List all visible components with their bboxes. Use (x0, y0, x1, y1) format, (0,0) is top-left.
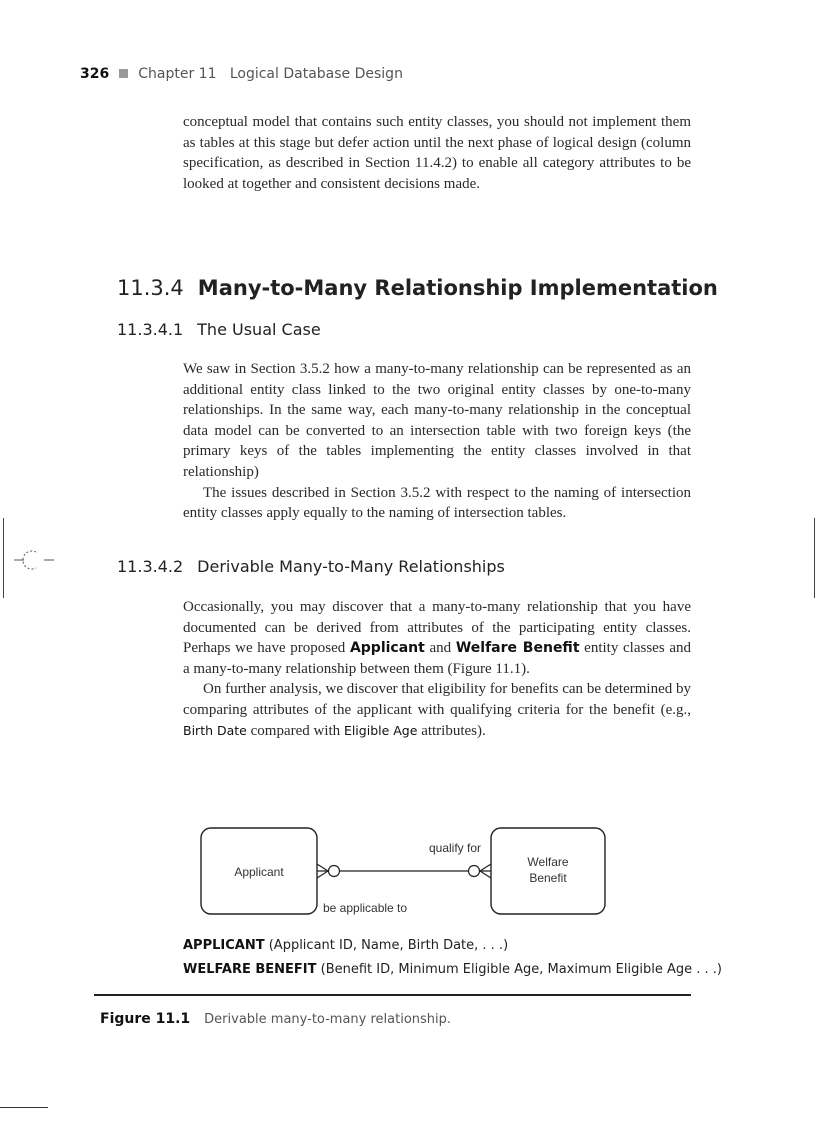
subsection-2-paragraph-2: On further analysis, we discover that eligibility for benefits can be determined by comparing attributes of the applicant with qualifying criteria for the benefit (e.g., Birth Date compared with Eligible Age attributes). (183, 681, 691, 739)
chapter-title: Logical Database Design (229, 66, 403, 82)
figure-caption (100, 1011, 451, 1027)
schema-line-welfare-benefit (183, 962, 722, 977)
crowfoot-left-lower (317, 871, 328, 878)
crowfoot-right-upper (480, 864, 491, 871)
footer-rule (0, 1107, 48, 1108)
optional-circle-right (469, 866, 480, 877)
subsection-1-body (183, 359, 691, 524)
subsection-1-paragraph-2: The issues described in Section 3.5.2 with respect to the naming of intersection entity classes apply equally to the naming of intersection tables. (183, 484, 691, 522)
figure-rule (94, 994, 691, 996)
schema-attrs-welfare-benefit: (Benefit ID, Minimum Eligible Age, Maximum Eligible Age . . .) (316, 962, 722, 977)
intro-paragraph: conceptual model that contains such entity classes, you should not implement them as tables at this stage but defer action until the next phase of logical design (column specification, as described in Section 11.4.2) to enable all category attributes to be looked at together and consistent decisions made. (183, 114, 691, 192)
attribute-birth-date-inline: Birth Date (183, 722, 247, 738)
subsection-1-heading (117, 320, 321, 339)
optional-circle-left (329, 866, 340, 877)
schema-table-applicant: APPLICANT (183, 938, 265, 953)
section-title: Many-to-Many Relationship Implementation (197, 276, 718, 300)
subsection-2-body (183, 597, 691, 741)
section-heading (117, 276, 718, 300)
relationship-label-qualify-for: qualify for (428, 841, 481, 855)
entity-welfare-benefit-inline: Welfare Benefit (455, 640, 580, 657)
entity-applicant-inline: Applicant (349, 640, 425, 657)
figure-caption-label: Figure 11.1 (100, 1011, 191, 1027)
entity-label-welfare: Welfare (527, 855, 569, 869)
entity-label-benefit: Benefit (529, 871, 567, 885)
square-bullet-icon (119, 69, 128, 78)
subsection-1-paragraph-1: We saw in Section 3.5.2 how a many-to-many relationship can be represented as an additional entity class linked to the two original entity classes by one-to-many relationships. In the same way, each many-to-many relationship in the conceptual data model can be converted to an intersection table with two foreign keys (the primary keys of the tables implementing the entity classes involved in that relationship) (183, 361, 691, 480)
margin-rule-right (814, 518, 815, 598)
schema-table-welfare-benefit: WELFARE BENEFIT (183, 962, 317, 977)
relationship-label-be-applicable-to: be applicable to (323, 901, 408, 915)
schema-attrs-applicant: (Applicant ID, Name, Birth Date, . . .) (264, 938, 509, 953)
schema-line-applicant (183, 938, 508, 953)
figure-caption-text: Derivable many-to-many relationship. (204, 1012, 452, 1027)
chapter-label: Chapter 11 (138, 66, 217, 82)
attribute-eligible-age-inline: Eligible Age (343, 722, 418, 738)
subsection-2-paragraph-1: Occasionally, you may discover that a many-to-many relationship that you have documented can be derived from attributes of the participating entity classes. Perhaps we have proposed Applicant and Welfare Benefit entity classes and a many-to-many relationship between them (Figure 11.1). (183, 599, 691, 677)
registration-mark-icon (14, 548, 58, 570)
er-diagram (195, 822, 615, 922)
page-number: 326 (80, 66, 110, 82)
margin-rule-left (3, 518, 4, 598)
crowfoot-left-upper (317, 864, 328, 871)
subsection-2-number: 11.3.4.2 (117, 557, 184, 576)
running-head (80, 66, 403, 82)
section-number: 11.3.4 (117, 276, 184, 300)
entity-label-applicant: Applicant (234, 865, 284, 879)
subsection-1-number: 11.3.4.1 (117, 320, 184, 339)
subsection-2-title: Derivable Many-to-Many Relationships (197, 557, 505, 576)
crowfoot-right-lower (480, 871, 491, 878)
subsection-1-title: The Usual Case (197, 320, 321, 339)
subsection-2-heading (117, 557, 505, 576)
